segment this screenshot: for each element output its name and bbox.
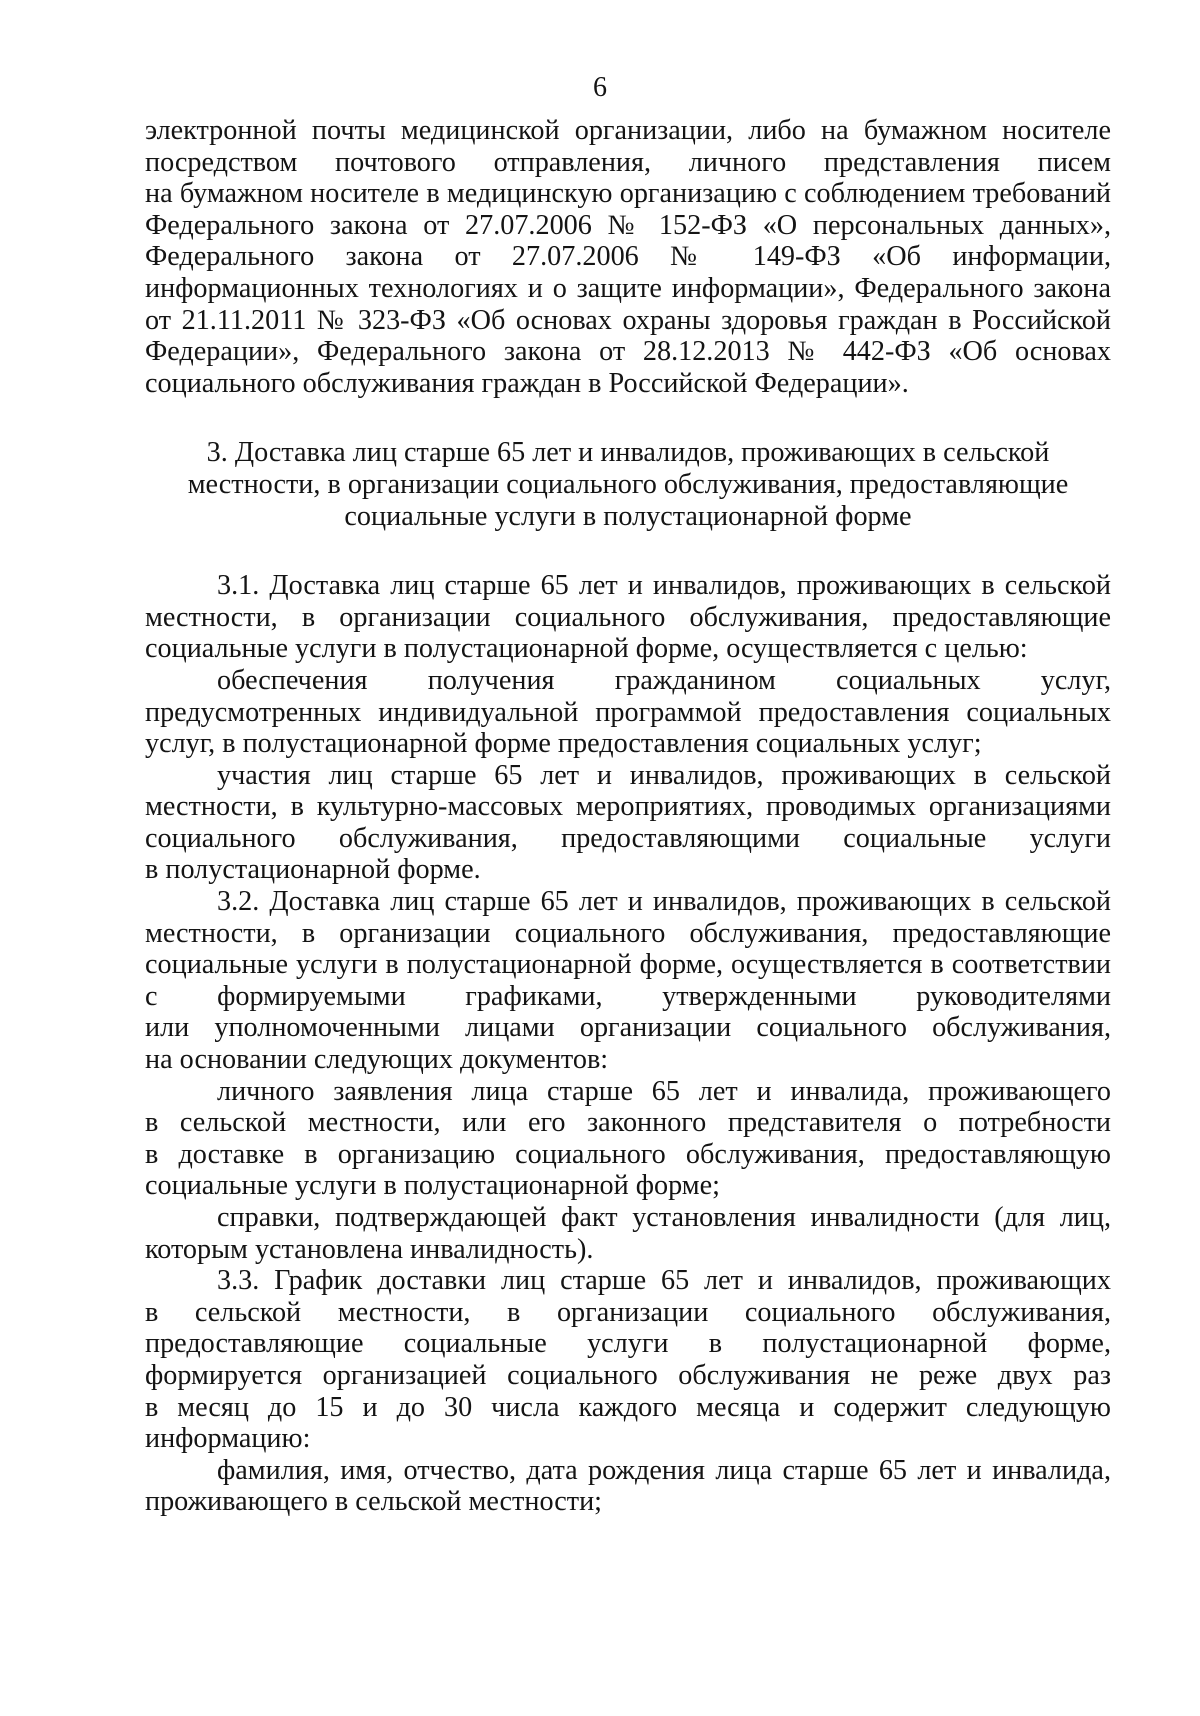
paragraph-line: посредством почтового отправления, личного представления писем [145,146,1111,178]
list-item-full-name [145,1455,1111,1518]
paragraph-line: предусмотренных индивидуальной программой предоставления социальных [145,696,1111,728]
continuation-paragraph [145,115,1111,399]
section-heading-line: местности, в организации социального обслуживания, предоставляющие [187,468,1069,500]
section-heading-line: 3. Доставка лиц старше 65 лет и инвалидов, проживающих в сельской [206,437,1050,469]
section-heading-line: социальные услуги в полустационарной форме [344,500,912,532]
paragraph-line: 3.2. Доставка лиц старше 65 лет и инвалидов, проживающих в сельской [217,886,1111,918]
paragraph-line: проживающего в сельской местности; [145,1486,603,1518]
paragraph-line: от 21.11.2011 № 323-ФЗ «Об основах охраны здоровья граждан в Российской [145,304,1111,336]
paragraph-line: Федерации», Федерального закона от 28.12.2013 № 442-ФЗ «Об основах [145,336,1111,368]
paragraph-line: которым установлена инвалидность). [145,1233,594,1265]
paragraph-line: электронной почты медицинской организации, либо на бумажном носителе [145,115,1111,146]
paragraph-line: участия лиц старше 65 лет и инвалидов, проживающих в сельской [217,759,1111,791]
section-heading [145,437,1111,532]
paragraph-line: на основании следующих документов: [145,1044,609,1076]
paragraph-line: в доставке в организацию социального обслуживания, предоставляющую [145,1138,1111,1170]
paragraph-line: с формируемыми графиками, утвержденными руководителями [145,980,1111,1012]
list-item-application [145,1076,1111,1202]
paragraph-line: на бумажном носителе в медицинскую организацию с соблюдением требований [145,178,1111,210]
paragraph-line: в сельской местности, в организации социального обслуживания, [145,1296,1111,1328]
list-item-provision [145,665,1111,760]
paragraph-line: местности, в организации социального обслуживания, предоставляющие [145,917,1111,949]
paragraph-line: местности, в культурно-массовых мероприятиях, проводимых организациями [145,791,1111,823]
paragraph-line: справки, подтверждающей факт установления инвалидности (для лиц, [217,1202,1111,1233]
paragraph-line: социального обслуживания, предоставляющими социальные услуги [145,822,1111,854]
paragraph-line: в полустационарной форме. [145,854,481,886]
paragraph-line: местности, в организации социального обслуживания, предоставляющие [145,601,1111,633]
paragraph-line: предоставляющие социальные услуги в полустационарной форме, [145,1328,1111,1360]
clause-3-3 [145,1265,1111,1455]
paragraph-line: социальные услуги в полустационарной форме, осуществляется с целью: [145,633,1028,665]
paragraph-line: Федерального закона от 27.07.2006 № 149-ФЗ «Об информации, [145,241,1111,273]
paragraph-line: фамилия, имя, отчество, дата рождения лица старше 65 лет и инвалида, [217,1454,1111,1486]
paragraph-line: 3.3. График доставки лиц старше 65 лет и инвалидов, проживающих [217,1265,1111,1297]
paragraph-line: социальные услуги в полустационарной форме, осуществляется в соответствии [145,949,1111,981]
clause-3-1 [145,570,1111,665]
document-body [145,115,1111,1518]
paragraph-line: в месяц до 15 и до 30 числа каждого месяца и содержит следующую [145,1391,1111,1423]
paragraph-line: Федерального закона от 27.07.2006 № 152-ФЗ «О персональных данных», [145,209,1111,241]
paragraph-line: в сельской местности, или его законного представителя о потребности [145,1107,1111,1139]
paragraph-line: информационных технологиях и о защите информации», Федерального закона [145,272,1111,304]
page-number: 6 [593,72,607,103]
clause-3-2 [145,886,1111,1076]
paragraph-line: социальные услуги в полустационарной форме; [145,1170,720,1202]
list-item-certificate [145,1202,1111,1265]
paragraph-line: социального обслуживания граждан в Российской Федерации». [145,367,909,399]
paragraph-line: или уполномоченными лицами организации социального обслуживания, [145,1012,1111,1044]
paragraph-line: формируется организацией социального обслуживания не реже двух раз [145,1359,1111,1391]
paragraph-line: личного заявления лица старше 65 лет и инвалида, проживающего [217,1075,1111,1107]
paragraph-line: 3.1. Доставка лиц старше 65 лет и инвалидов, проживающих в сельской [217,570,1111,602]
list-item-participation [145,760,1111,886]
paragraph-line: обеспечения получения гражданином социальных услуг, [217,664,1111,696]
paragraph-line: услуг, в полустационарной форме предоставления социальных услуг; [145,728,982,760]
paragraph-line: информацию: [145,1423,311,1455]
